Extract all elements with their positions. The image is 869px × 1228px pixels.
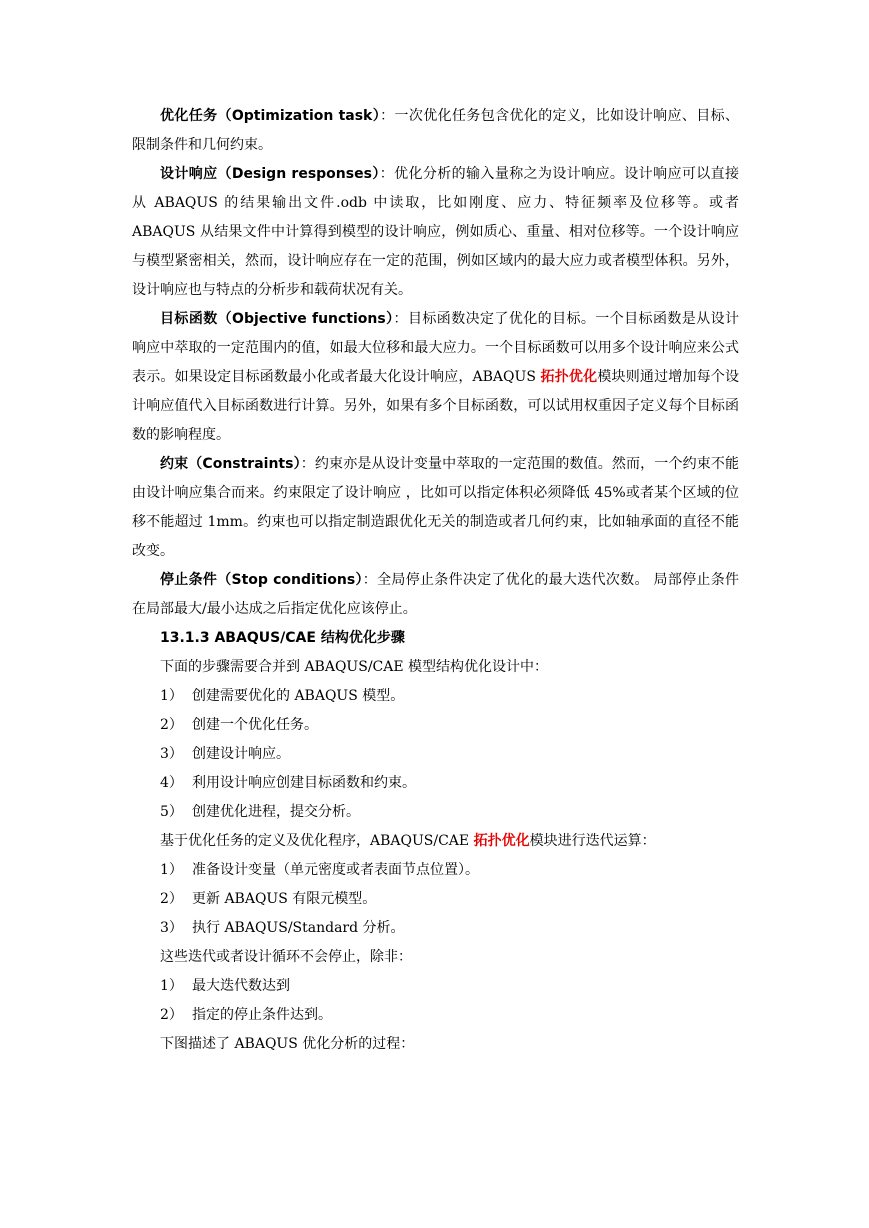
list-text: 指定的停止条件达到。 <box>192 1007 332 1023</box>
intro-iteration <box>132 827 739 856</box>
list-text: 最大迭代数达到 <box>192 978 290 994</box>
term-optimization-task: 优化任务（Optimization task） <box>160 108 381 124</box>
definition-text: 目标函数决定了优化的目标。一个目标函数是从设计响应中萃取的一定范围内的值，如最大位移和最大应力。一个目标函数可以用多个设计响应来公式表示。如果设定目标函数最小化或者最大化设计响应，ABAQUS <box>132 311 740 385</box>
term-design-responses: 设计响应（Design responses） <box>160 166 380 182</box>
list-item <box>132 711 739 740</box>
paragraph-design-responses <box>132 160 739 305</box>
list-text: 创建一个优化任务。 <box>192 717 318 733</box>
list-item <box>132 856 739 885</box>
term-constraints: 约束（Constraints） <box>160 456 301 472</box>
list-item <box>132 914 739 943</box>
list-item <box>132 769 739 798</box>
list-item <box>132 682 739 711</box>
list-number: 1） <box>160 978 183 994</box>
definition-text: 优化分析的输入量称之为设计响应。设计响应可以直接从 ABAQUS 的结果输出文件.odb 中读取，比如刚度、应力、特征频率及位移等。或者 ABAQUS 从结果文件中计算得到模型的设计响应，例如质心、重量、相对位移等。一个设计响应与模型紧密相关，然而，设计响应存在一定的范围，例如区域内的最大应力或者模型体积。另外，设计响应也与特点的分析步和载荷状况有关。 <box>132 166 740 298</box>
separator: ： <box>393 311 408 327</box>
list-item <box>132 885 739 914</box>
list-text: 创建设计响应。 <box>192 746 290 762</box>
list-item <box>132 972 739 1001</box>
list-number: 3） <box>160 746 183 762</box>
list-text: 创建优化进程，提交分析。 <box>192 804 360 820</box>
list-number: 1） <box>160 862 183 878</box>
section-heading: 13.1.3 ABAQUS/CAE 结构优化步骤 <box>160 630 405 646</box>
list-item <box>132 740 739 769</box>
list-text: 创建需要优化的 ABAQUS 模型。 <box>192 688 405 704</box>
term-objective-functions: 目标函数（Objective functions） <box>160 311 394 327</box>
list-text: 执行 ABAQUS/Standard 分析。 <box>192 920 405 936</box>
list-number: 1） <box>160 688 183 704</box>
list-text: 利用设计响应创建目标函数和约束。 <box>192 775 416 791</box>
paragraph-optimization-task <box>132 102 739 160</box>
list-number: 5） <box>160 804 183 820</box>
paragraph-constraints <box>132 450 739 566</box>
paragraph-stop-conditions <box>132 566 739 624</box>
definition-text: 约束亦是从设计变量中萃取的一定范围的数值。然而，一个约束不能由设计响应集合而来。约束限定了设计响应 ，比如可以指定体积必须降低 45%或者某个区域的位移不能超过 1mm。约束也可以指定制造跟优化无关的制造或者几何约束，比如轴承面的直径不能改变。 <box>132 456 740 559</box>
definition-text: 模块则通过增加每个设计响应值代入目标函数进行计算。另外，如果有多个目标函数，可以试用权重因子定义每个目标函数的影响程度。 <box>132 369 740 443</box>
highlight-topology-optimization: 拓扑优化 <box>473 833 530 849</box>
list-number: 2） <box>160 1007 183 1023</box>
list-item <box>132 798 739 827</box>
term-stop-conditions: 停止条件（Stop conditions） <box>160 572 363 588</box>
paragraph-objective-functions <box>132 305 739 450</box>
list-number: 3） <box>160 920 183 936</box>
list-number: 2） <box>160 717 183 733</box>
closing-line: 下图描述了 ABAQUS 优化分析的过程： <box>160 1036 415 1052</box>
intro-stop: 这些迭代或者设计循环不会停止，除非： <box>160 949 412 965</box>
intro-text: 基于优化任务的定义及优化程序，ABAQUS/CAE <box>160 833 474 849</box>
document-page <box>132 102 739 1059</box>
separator: ： <box>379 166 395 182</box>
list-text: 更新 ABAQUS 有限元模型。 <box>192 891 377 907</box>
intro-steps: 下面的步骤需要合并到 ABAQUS/CAE 模型结构优化设计中： <box>160 659 549 675</box>
definition-text: 一次优化任务包含优化的定义，比如设计响应、目标、限制条件和几何约束。 <box>132 108 740 153</box>
list-number: 2） <box>160 891 183 907</box>
separator: ： <box>300 456 315 472</box>
list-text: 准备设计变量（单元密度或者表面节点位置）。 <box>192 862 479 878</box>
definition-text: 全局停止条件决定了优化的最大迭代次数。 局部停止条件在局部最大/最小达成之后指定优化应该停止。 <box>132 572 740 617</box>
list-item <box>132 1001 739 1030</box>
separator: ： <box>380 108 395 124</box>
separator: ： <box>362 572 378 588</box>
intro-text: 模块进行迭代运算： <box>529 833 656 849</box>
list-number: 4） <box>160 775 183 791</box>
highlight-topology-optimization: 拓扑优化 <box>540 369 598 385</box>
